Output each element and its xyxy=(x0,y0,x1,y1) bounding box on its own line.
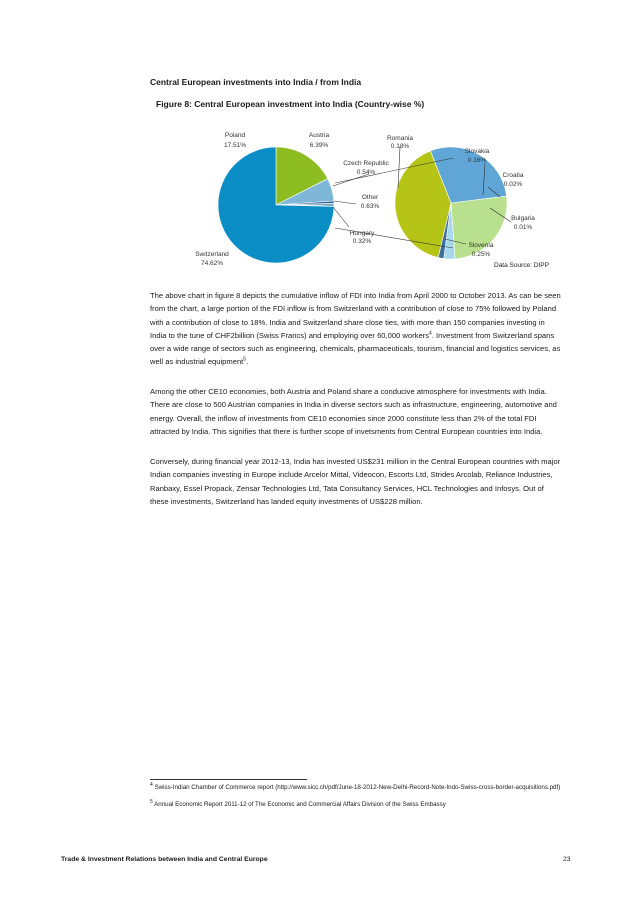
pie-chart xyxy=(0,0,638,300)
label-austria-value: 6.39% xyxy=(309,142,329,149)
leader-other xyxy=(334,201,356,204)
page-number: 23 xyxy=(563,856,571,863)
data-source: Data Source: DIPP xyxy=(494,262,549,269)
label-bulgaria-value: 0.01% xyxy=(513,224,533,231)
label-bulgaria-name: Bulgaria xyxy=(511,215,535,222)
label-poland-name: Poland xyxy=(224,132,246,139)
footnote-4-marker: 4 xyxy=(150,781,153,788)
label-poland-value: 17.51% xyxy=(223,142,247,149)
label-other-value: 0.63% xyxy=(360,203,380,210)
label-croatia-value: 0.02% xyxy=(503,181,523,188)
leader-hungary xyxy=(333,207,349,227)
paragraph-1-text-c: . xyxy=(246,357,249,367)
footnote-4 xyxy=(150,781,562,792)
label-slovenia-value: 0.25% xyxy=(471,251,491,258)
footer-title: Trade & Investment Relations between India and Central Europe xyxy=(61,856,268,863)
footnote-ref-5: 5 xyxy=(243,356,247,363)
inset-slice-slovakia xyxy=(451,196,507,259)
footnote-ref-4: 4 xyxy=(429,330,432,337)
label-hungary-value: 0.32% xyxy=(352,238,372,245)
footnote-5-text: Annual Economic Report 2011-12 of The Economic and Commercial Affairs Division of the Swiss Embassy xyxy=(152,801,446,808)
label-switzerland-value: 74.62% xyxy=(200,260,224,267)
label-czech-republic-name: Czech Republic xyxy=(343,160,389,167)
label-switzerland-name: Switzerland xyxy=(195,251,229,258)
label-slovenia-name: Slovenia xyxy=(468,242,494,249)
label-slovakia-value: 0.16% xyxy=(467,157,487,164)
footnote-divider xyxy=(150,779,307,780)
footnote-4-text: Swiss-Indian Chamber of Commerce report (http://www.sicc.ch/pdf/June-18-2012-New-Delhi-Record-Note-Indo-Swiss-cross-border-acquisitions.pdf) xyxy=(152,784,561,791)
label-croatia-name: Croatia xyxy=(502,172,524,179)
label-other-name: Other xyxy=(361,194,379,201)
paragraph-1-text-a: The above chart in figure 8 depicts the cumulative inflow of FDI into India from April 2000 to October 2013. As can be seen from the chart, a large portion of the FDI inflow is from Switzerland with a contribution of close to 75% followed by Poland with a contribution of close to 18%. India and Switzerland share close ties, with more than 150 companies investing in India to the tune of CHF2billion (Swiss Francs) and employing over 60,000 workers xyxy=(150,291,561,340)
label-czech-republic-value: 0.54% xyxy=(356,169,376,176)
body-paragraph-3: Conversely, during financial year 2012-13, India has invested US$231 million in the Central European countries with major Indian companies investing in Europe include Arcelor Mittal, Videocon, Escorts Ltd, Strides Arcolab, Reliance Industries, Ranbaxy, Essel Propack, Zensar Technologies Ltd, Tata Consultancy Services, HCL Technologies and Infosys. Out of these investments, Switzerland has landed equity investments of US$228 million. xyxy=(150,457,561,506)
body-paragraph-2: Among the other CE10 economies, both Austria and Poland share a conducive atmosphere for investments with India. There are close to 500 Austrian companies in India in diverse sectors such as infrastructure, engineering, automotive and energy. Overall, the inflow of investments from CE10 economies since 2000 constitute less than 2% of the total FDI attracted by India. This signifies that there is further scope of invetsments from Central European countries into India. xyxy=(150,387,557,436)
label-hungary-name: Hungary xyxy=(349,230,375,237)
section-heading: Central European investments into India / from India xyxy=(150,77,362,87)
paragraph-1-text-b: . Investment from Switzerland spans over a wide range of sectors such as engineering, chemicals, pharmaceuticals, tourism, financial and logistics services, as well as industrial equipment xyxy=(150,330,561,367)
body-paragraph-1 xyxy=(150,289,562,369)
label-romania-name: Romania xyxy=(386,135,414,142)
footnote-5-marker: 5 xyxy=(150,798,153,805)
label-romania-value: 0.18% xyxy=(390,143,410,150)
label-slovakia-name: Slovakia xyxy=(464,148,490,155)
footnote-5 xyxy=(150,798,562,809)
label-austria-name: Austria xyxy=(308,132,330,139)
figure-title: Figure 8: Central European investment into India (Country-wise %) xyxy=(156,99,425,109)
